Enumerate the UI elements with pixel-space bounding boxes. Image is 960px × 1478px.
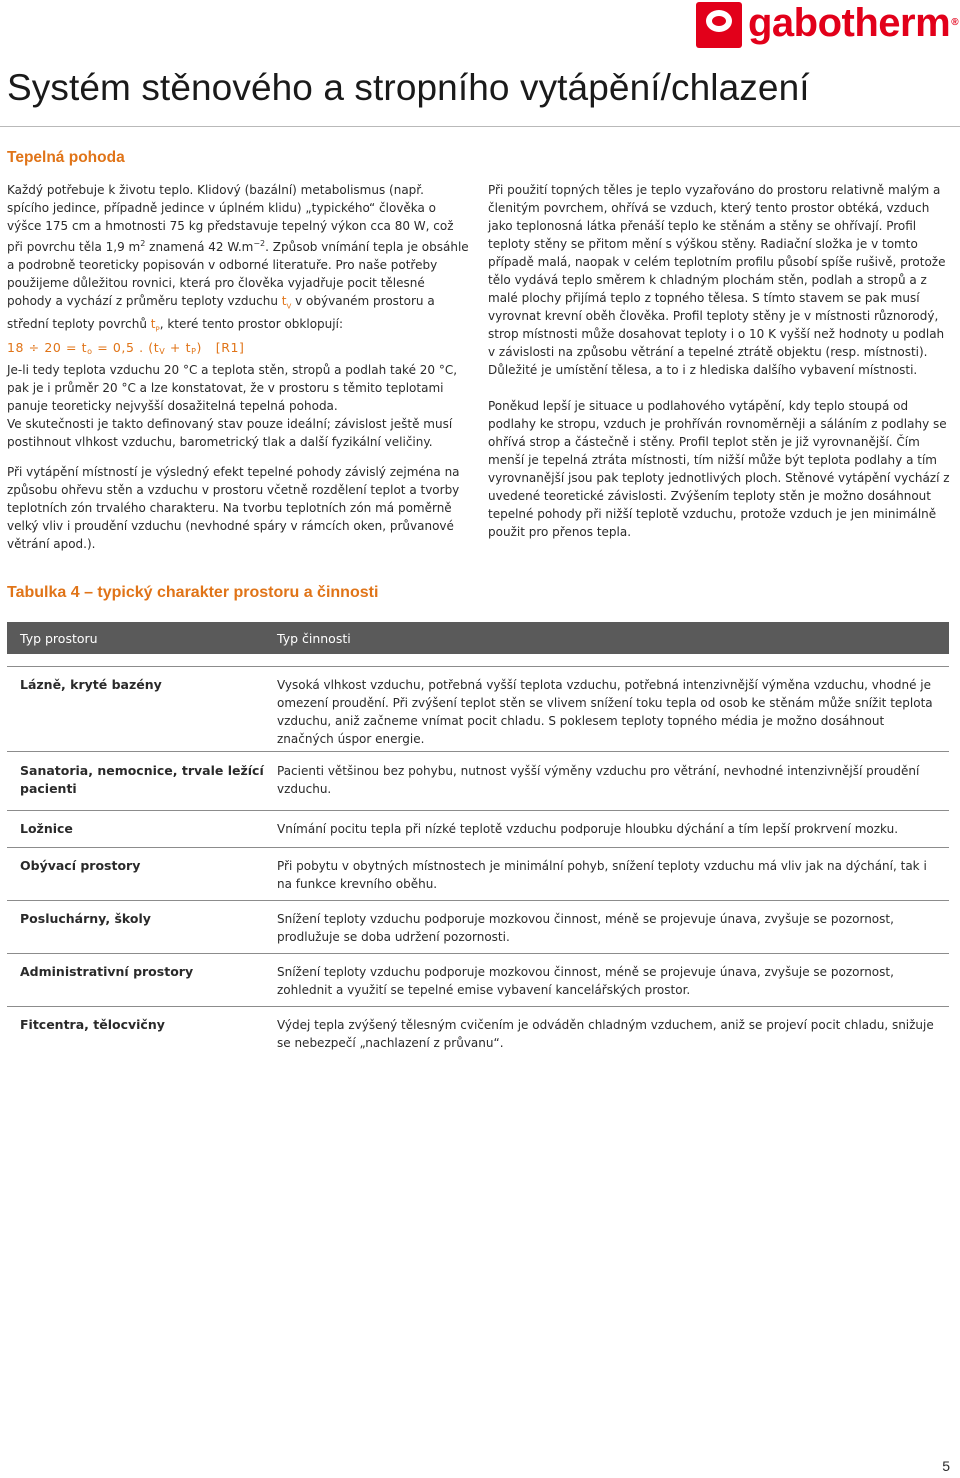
- table-row: [7, 667, 949, 752]
- space-activity-table: [7, 622, 949, 1060]
- paragraph-ideal-comfort: Je-li tedy teplota vzduchu 20 °C a teplota stěn, stropů a podlah také 20 °C, pak je i průměr 20 °C a lze konstatovat, že v prostoru s těmito teplotami panuje teoreticky nejvyšší dosažitelná tepelná pohoda.: [7, 362, 458, 413]
- table-row: [7, 755, 949, 811]
- right-column: [488, 181, 952, 541]
- space-type: Fitcentra, tělocvičny: [20, 1017, 165, 1032]
- table-row: [7, 811, 949, 848]
- table-row: [7, 901, 949, 954]
- brand-logo: [696, 2, 958, 48]
- space-type: Lázně, kryté bazény: [20, 677, 162, 692]
- table-row: [7, 954, 949, 1007]
- activity-type: Výdej tepla zvýšený tělesným cvičením je odváděn chladným vzduchem, aniž se projeví pocit chladu, snižuje se nebezpečí „nachlazení z průvanu“.: [277, 1018, 934, 1050]
- page-number: 5: [942, 1458, 950, 1474]
- table-heading: Tabulka 4 – typický charakter prostoru a činnosti: [7, 584, 379, 601]
- space-type: Ložnice: [20, 821, 73, 836]
- column-header-space: Typ prostoru: [20, 630, 98, 646]
- space-type: Obývací prostory: [20, 858, 141, 873]
- table-header: [7, 622, 949, 654]
- paragraph-floor-heating: Poněkud lepší je situace u podlahového vytápění, kdy teplo stoupá od podlahy ke stropu, vzduch je prohříván rovnoměrněji a sáláním z podlahy se ohřívá strop a částečně i stěny. Profil teplot stěn je již vyrovnanější. Čím menší je tepelná ztráta místnosti, tím nižší může být teplota podlahy a tím vyrovnanější jsou pak teploty jednotlivých ploch. Stěnové vytápění vychází z uvedené teoretické závislosti. Zvýšením teploty stěn je možno dosáhnout tepelné pohody při nižší teplotě vzduchu, protože vzduch je jen minimálně použit pro přenos tepla.: [488, 399, 950, 539]
- page-title: Systém stěnového a stropního vytápění/chlazení: [7, 67, 810, 108]
- space-type: Posluchárny, školy: [20, 911, 151, 926]
- intro-paragraph: Každý potřebuje k životu teplo. Klidový (bazální) metabolismus (např. spícího jedince, případně jedince v úplném klidu) „typického“ člověka o výšce 175 cm a hmotnosti 75 kg představuje tepelný výkon cca 80 W, což při povrchu těla 1,9 $m^2$ znamená 42 $W.m^{-2}$. Způsob vnímání tepla je obsáhle a podrobně teoreticky popisován v odborné literatuře. Pro naše potřeby použijeme důležitou rovnici, která pro člověka vyjadřuje pocit tělesné pohody a vychází z průměru teploty vzduchu $t_V$ v obývaném prostoru a střední teploty povrchů $t_P$, které tento prostor obklopují:: [7, 183, 469, 334]
- table-row: [7, 848, 949, 901]
- left-column: [7, 181, 469, 553]
- paragraph-reality: Ve skutečnosti je takto definovaný stav pouze ideální; závislost ještě musí postihnout vlhkost vzduchu, barometrický tlak a další fyzikální veličiny.: [7, 416, 453, 449]
- activity-type: Snížení teploty vzduchu podporuje mozkovou činnost, méně se projevuje únava, zvyšuje se pozornost, zohlednit a využití se tepelné emise vybavení kancelářských prostor.: [277, 965, 894, 997]
- activity-type: Vysoká vlhkost vzduchu, potřebná vyšší teplota vzduchu, potřebná intenzivnější výměna vzduchu, vhodné je omezení proudění. Při zvýšení teplot stěn se vlivem snížení toku tepla od osob ke stěnám může snížit teplota vzduchu, aniž začneme vnímat pocit chladu. S poklesem teploty topného média je možno dosáhnout značných úspor energie.: [277, 678, 933, 746]
- activity-type: Při pobytu v obytných místnostech je minimální pohyb, snížení teploty vzduchu má vliv jak na dýchání, tak i na funkce krevního oběhu.: [277, 859, 927, 891]
- comfort-formula: $18 \div 20 = t_o = 0,5$ . $(t_V + t_P)$ [R1]: [7, 339, 245, 356]
- section-heading: Tepelná pohoda: [7, 149, 125, 166]
- table-row: [7, 1007, 949, 1060]
- paragraph-heating-effect: Při vytápění místností je výsledný efekt tepelné pohody závislý zejména na způsobu ohřevu stěn a vzduchu v prostoru včetně rozdělení teplot a tvorby teplotních zón trvalého charakteru. Na tvorbu teplotních zón má poměrně velký vliv i proudění vzduchu (nevhodné spáry v rámcích oken, průvanové větrání apod.).: [7, 464, 460, 551]
- title-divider: [0, 126, 960, 127]
- registered-mark: ®: [951, 17, 959, 28]
- brand-name: gabotherm®: [748, 1, 959, 45]
- activity-type: Pacienti většinou bez pohybu, nutnost vyšší výměny vzduchu pro větrání, nevhodné intenzivnější proudění vzduchu.: [277, 764, 920, 796]
- activity-type: Snížení teploty vzduchu podporuje mozkovou činnost, méně se projevuje únava, zvyšuje se pozornost, prodlužuje se doba udržení pozornosti.: [277, 912, 894, 944]
- paragraph-radiators: Při použití topných těles je teplo vyzařováno do prostoru relativně malým a členitým povrchem, ohřívá se vzduch, který tento prostor obtéká, vzduch jako teplonosná látka přenáší teplo ke stěnám a stěny se ohřívají. Profil teploty stěny se přitom mění s výškou stěny. Radiační složka je v tomto případě malá, naopak v celém teplotním profilu působí spíše rušivě, protože tělo vydává teplo směrem k chladným plochám stěn, podlah a stropů a z malé plochy přijímá teplo z topného tělesa. S tímto stavem se pak musí vyrovnat krevní oběh člověka. Profil teploty stěny je v místnosti různorodý, strop místnosti může dosahovat teploty i o 10 K vyšší než hodnoty u podlah v závislosti na způsobu větrání a tepelné ztrátě objektu (resp. místnosti). Důležité je umístění tělesa, a to i z hlediska dalšího vybavení místnosti.: [488, 183, 946, 377]
- gabotherm-logo-icon: [696, 2, 742, 48]
- space-type: Administrativní prostory: [20, 964, 194, 979]
- activity-type: Vnímání pocitu tepla při nízké teplotě vzduchu podporuje hloubku dýchání a tím lepší prokrvení mozku.: [277, 822, 899, 836]
- space-type: Sanatoria, nemocnice, trvale ležící pacienti: [20, 763, 264, 796]
- column-header-activity: Typ činnosti: [277, 630, 351, 646]
- formula-reference: [R1]: [215, 339, 245, 355]
